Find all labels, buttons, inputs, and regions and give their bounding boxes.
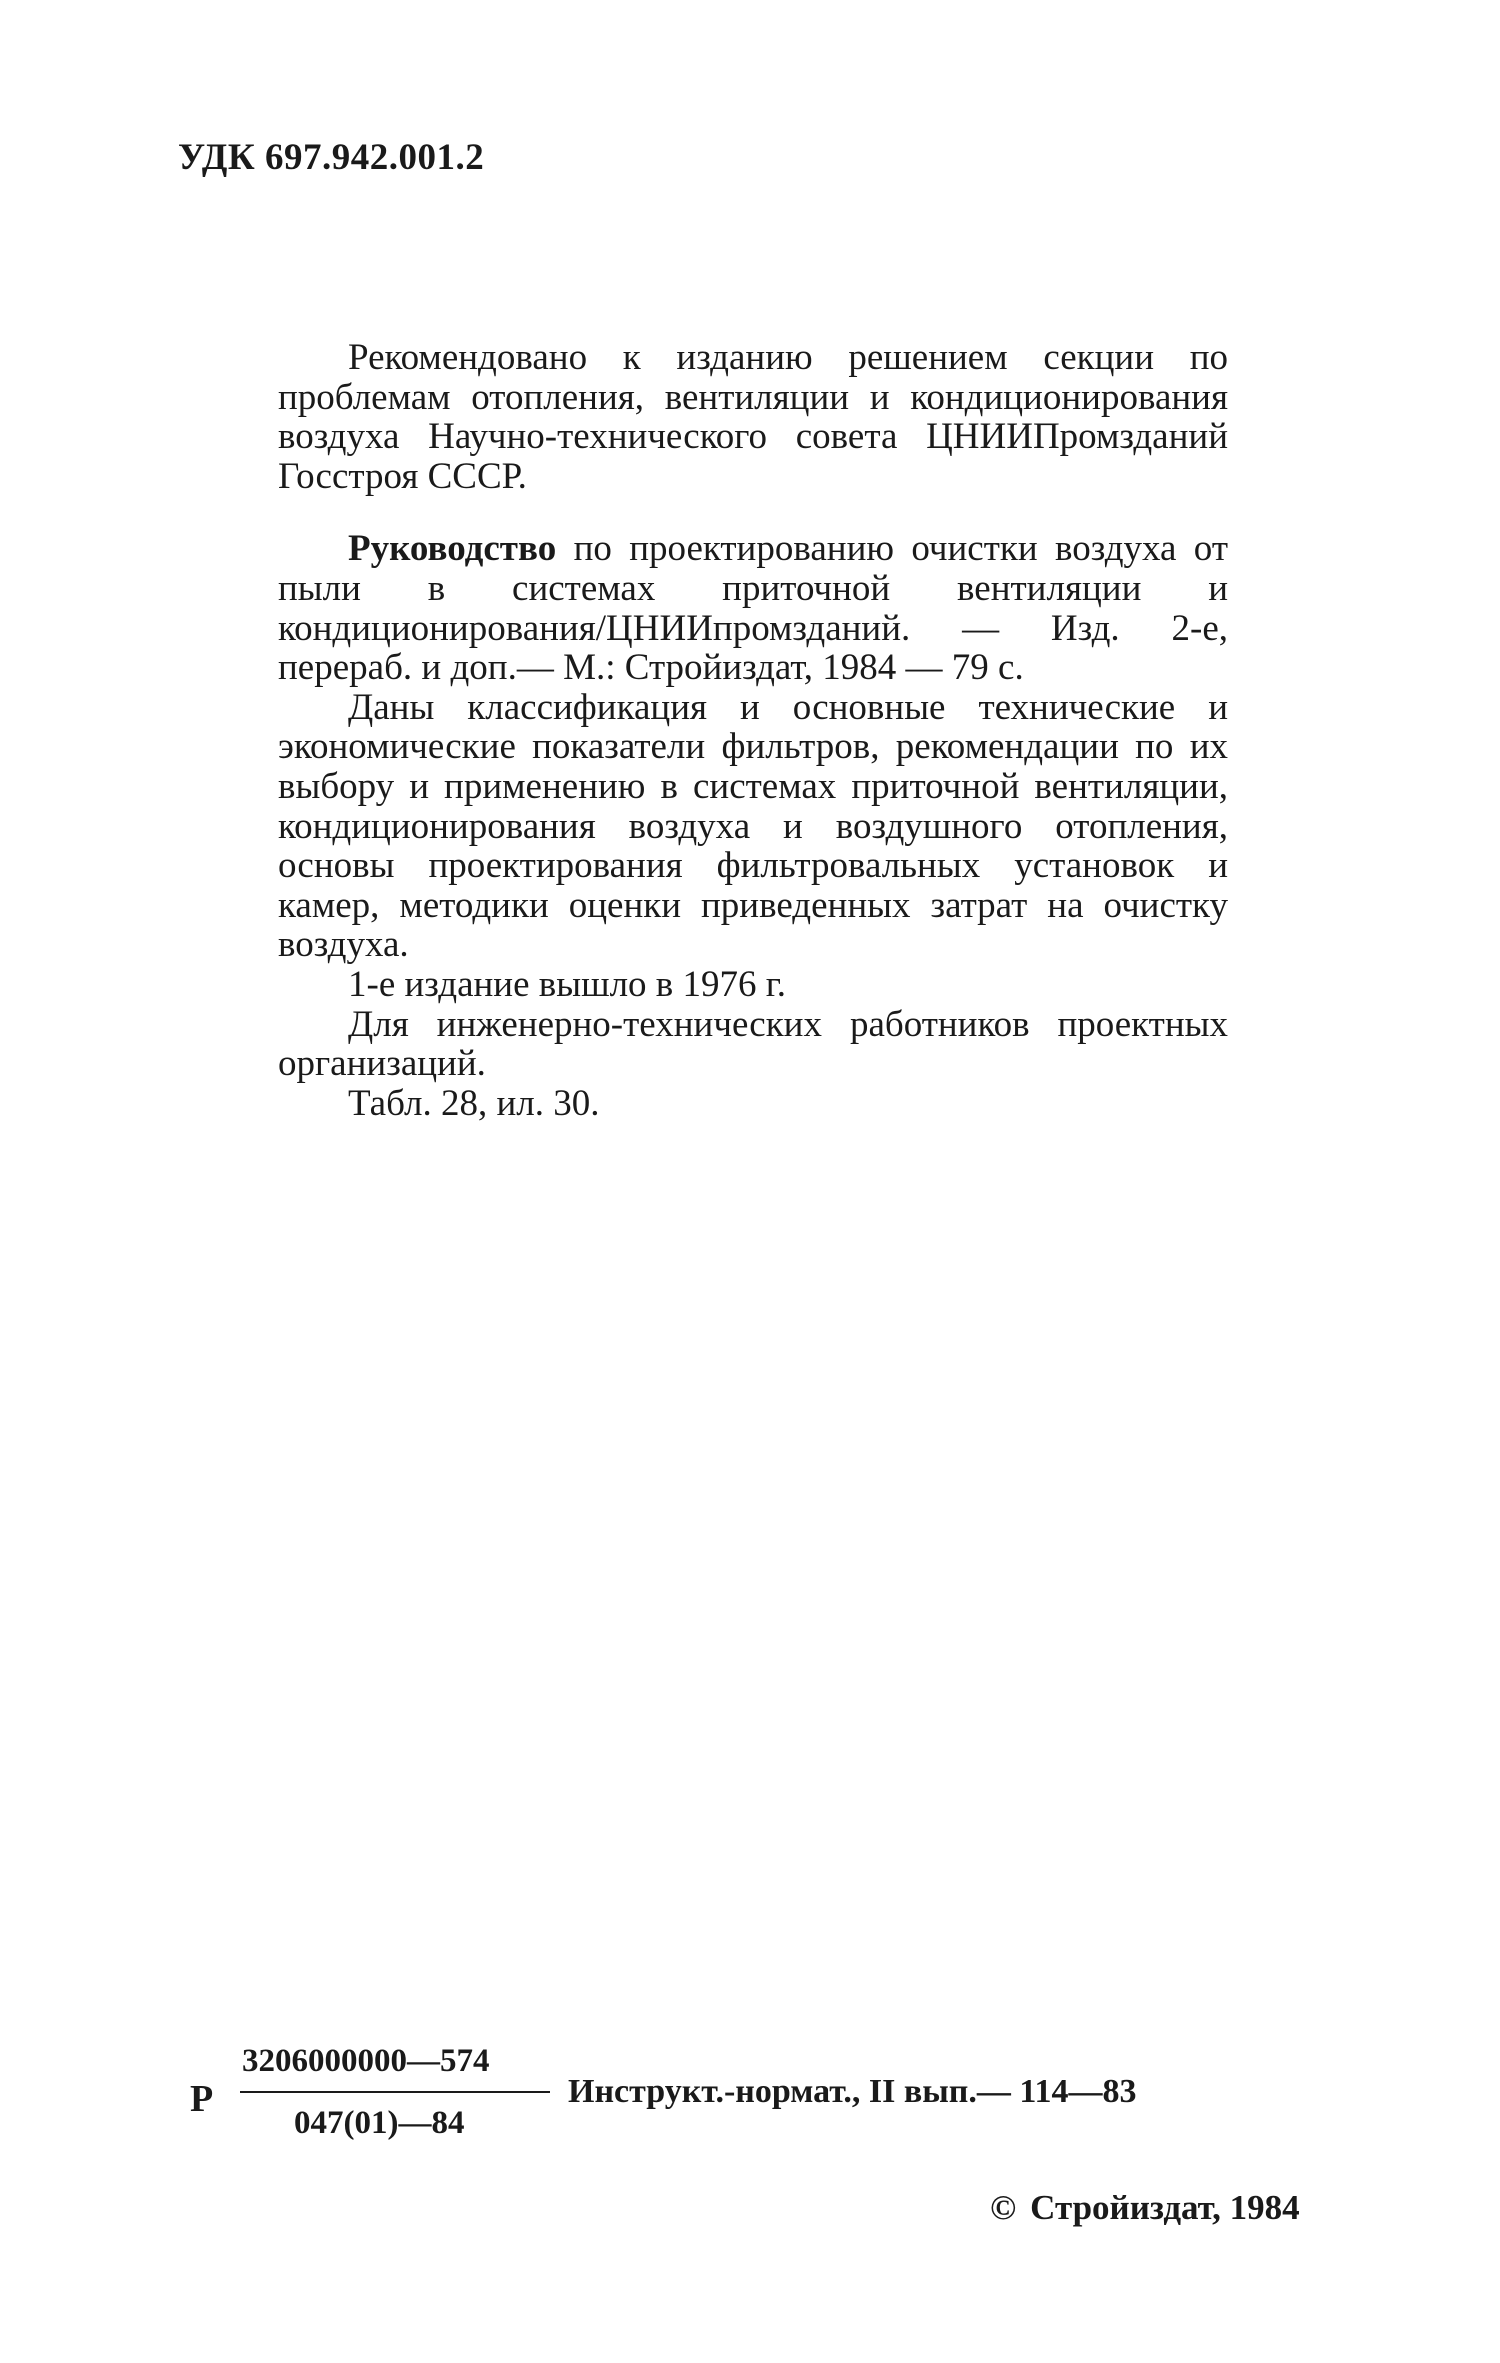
annotation-block (278, 338, 1228, 1123)
copyright-text: Стройиздат, 1984 (1030, 2188, 1300, 2227)
fraction-line (240, 2091, 550, 2093)
copyright-icon: © (990, 2188, 1017, 2227)
first-edition-paragraph: 1-е издание вышло в 1976 г. (348, 963, 787, 1005)
tables-illustrations-paragraph: Табл. 28, ил. 30. (348, 1082, 600, 1124)
code-letter: Р (190, 2078, 214, 2120)
bibliographic-paragraph (278, 529, 1228, 687)
recommendation-paragraph: Рекомендовано к изданию решением секции по проблемам отопления, вентиляции и кондиционирования воздуха Научно-технического совета ЦНИИПромзданий Госстроя СССР. (278, 337, 1228, 497)
publication-code (190, 2043, 1250, 2163)
instruction-code: Инструкт.-нормат., II вып.— 114—83 (568, 2073, 1137, 2110)
title-lead-word: Руководство (348, 528, 557, 570)
abstract-paragraph: Даны классификация и основные технические и экономические показатели фильтров, рекомендации по их выбору и применению в системах приточной вентиляции, кондиционирования воздуха и воздушного отопления, основы проектирования фильтровальных установок и камер, методики оценки приведенных затрат на очистку воздуха. (278, 686, 1228, 966)
udk-code: УДК 697.942.001.2 (178, 137, 485, 178)
copyright-line (990, 2188, 1300, 2228)
code-numerator: 3206000000—574 (242, 2043, 490, 2079)
bibliographic-text: по проектированию очистки воздуха от пыли в системах приточной вентиляции и кондиционирования/ЦНИИпромзданий. — Изд. 2-е, перераб. и доп.— М.: Стройиздат, 1984 — 79 с. (278, 528, 1228, 689)
code-denominator: 047(01)—84 (294, 2105, 465, 2141)
audience-paragraph: Для инженерно-технических работников проектных организаций. (278, 1003, 1228, 1085)
